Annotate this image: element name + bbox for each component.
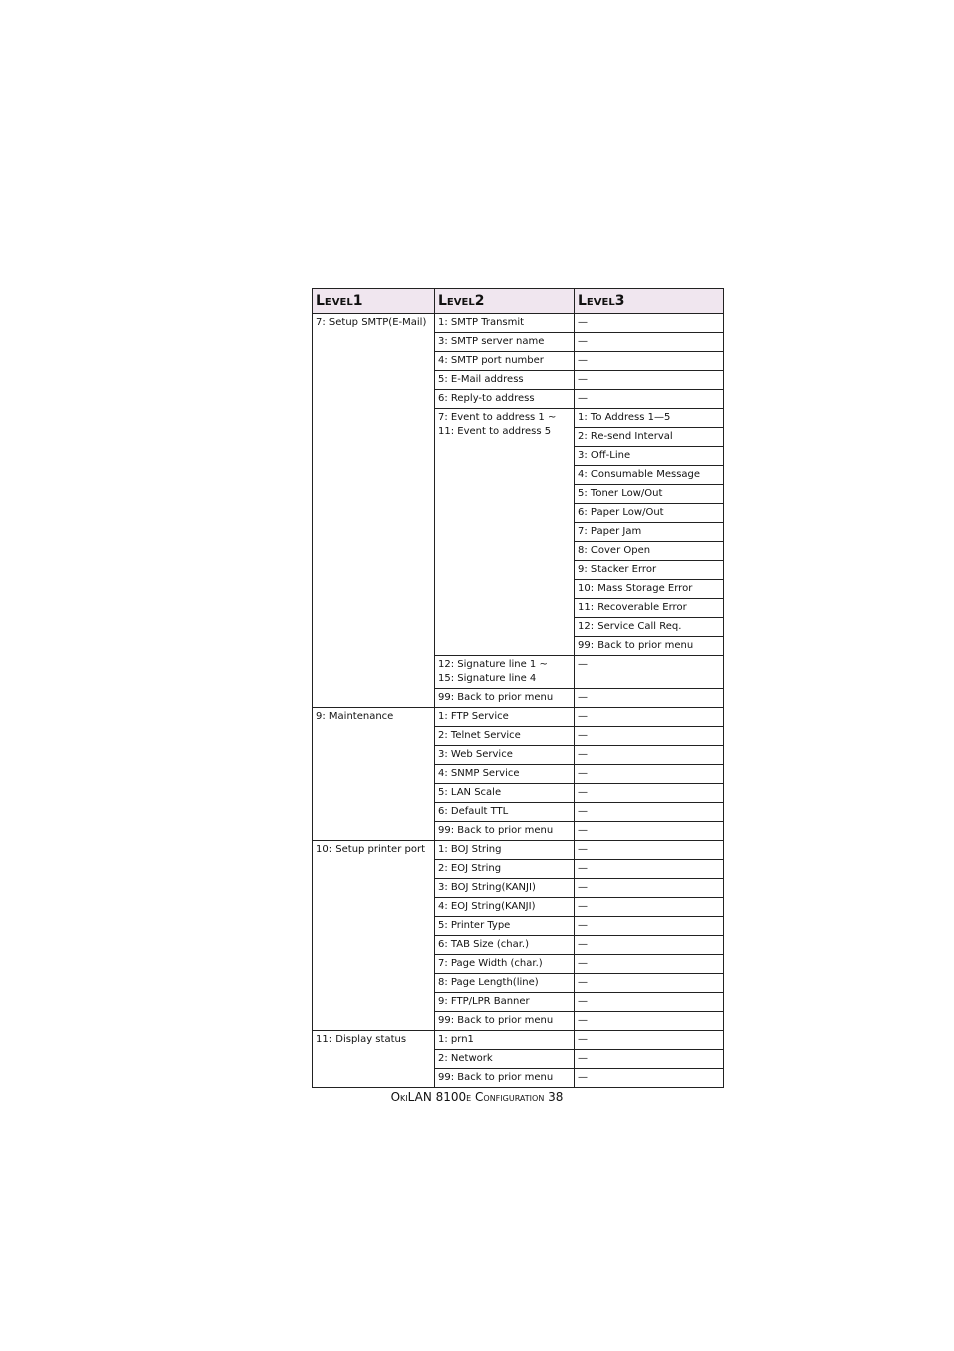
level3-cell: — bbox=[575, 936, 724, 955]
table-header-row bbox=[313, 289, 724, 314]
header-level2: Level2 bbox=[435, 289, 575, 314]
level2-cell bbox=[435, 708, 575, 727]
level2-cell bbox=[435, 746, 575, 765]
level2-cell bbox=[435, 727, 575, 746]
level3-cell: — bbox=[575, 333, 724, 352]
level3-cell: 7: Paper Jam bbox=[575, 523, 724, 542]
level2-label: 7: Page Width (char.) bbox=[438, 958, 543, 969]
level3-cell: 3: Off-Line bbox=[575, 447, 724, 466]
level3-cell: 10: Mass Storage Error bbox=[575, 580, 724, 599]
level3-cell: 9: Stacker Error bbox=[575, 561, 724, 580]
level2-label: 2: EOJ String bbox=[438, 863, 502, 874]
header-level3: Level3 bbox=[575, 289, 724, 314]
level2-label: 99: Back to prior menu bbox=[438, 825, 554, 836]
level3-cell: — bbox=[575, 841, 724, 860]
level3-cell: 6: Paper Low/Out bbox=[575, 504, 724, 523]
level3-cell: — bbox=[575, 917, 724, 936]
table-row bbox=[313, 708, 724, 727]
level1-cell: 9: Maintenance bbox=[313, 708, 435, 841]
level2-cell bbox=[435, 765, 575, 784]
level2-cell bbox=[435, 1012, 575, 1031]
level2-cell bbox=[435, 879, 575, 898]
level2-label: 3: SMTP server name bbox=[438, 336, 545, 347]
level2-cell bbox=[435, 974, 575, 993]
level2-label: 1: FTP Service bbox=[438, 711, 509, 722]
level2-label: 99: Back to prior menu bbox=[438, 1072, 554, 1083]
level3-cell: — bbox=[575, 822, 724, 841]
level2-cell bbox=[435, 689, 575, 708]
level2-cell bbox=[435, 371, 575, 390]
level3-cell: 12: Service Call Req. bbox=[575, 618, 724, 637]
level2-label: 3: BOJ String(KANJI) bbox=[438, 882, 536, 893]
level2-cell bbox=[435, 656, 575, 689]
level3-cell: — bbox=[575, 1050, 724, 1069]
level2-cell bbox=[435, 352, 575, 371]
level2-label: 7: Event to address 1 ~ 11: Event to address 5 bbox=[438, 412, 557, 437]
level2-cell bbox=[435, 1050, 575, 1069]
level3-cell: — bbox=[575, 1031, 724, 1050]
level3-cell: — bbox=[575, 352, 724, 371]
level1-cell: 11: Display status bbox=[313, 1031, 435, 1088]
level3-cell: — bbox=[575, 314, 724, 333]
level2-label: 4: SNMP Service bbox=[438, 768, 520, 779]
level2-label: 2: Telnet Service bbox=[438, 730, 521, 741]
level2-cell bbox=[435, 409, 575, 656]
level2-label: 1: prn1 bbox=[438, 1034, 474, 1045]
level2-cell bbox=[435, 993, 575, 1012]
level2-label: 9: FTP/LPR Banner bbox=[438, 996, 530, 1007]
level3-cell: 4: Consumable Message bbox=[575, 466, 724, 485]
level2-label: 8: Page Length(line) bbox=[438, 977, 539, 988]
level3-cell: 5: Toner Low/Out bbox=[575, 485, 724, 504]
level3-cell: — bbox=[575, 1069, 724, 1088]
level3-cell: — bbox=[575, 879, 724, 898]
level1-cell: 7: Setup SMTP(E-Mail) bbox=[313, 314, 435, 708]
level3-cell: 2: Re-send Interval bbox=[575, 428, 724, 447]
level3-cell: — bbox=[575, 993, 724, 1012]
level3-cell: — bbox=[575, 656, 724, 689]
level2-cell bbox=[435, 1069, 575, 1088]
level3-cell: — bbox=[575, 974, 724, 993]
level2-label: 1: SMTP Transmit bbox=[438, 317, 525, 328]
level3-cell: — bbox=[575, 803, 724, 822]
level2-cell bbox=[435, 936, 575, 955]
page-footer: OkiLAN 8100e Configuration 38 bbox=[390, 1090, 564, 1104]
level3-cell: 99: Back to prior menu bbox=[575, 637, 724, 656]
level2-cell bbox=[435, 333, 575, 352]
level2-label: 6: TAB Size (char.) bbox=[438, 939, 529, 950]
level3-cell: — bbox=[575, 746, 724, 765]
level3-cell: — bbox=[575, 727, 724, 746]
level2-label: 2: Network bbox=[438, 1053, 493, 1064]
level3-cell: — bbox=[575, 784, 724, 803]
level3-cell: — bbox=[575, 860, 724, 879]
level2-cell bbox=[435, 314, 575, 333]
level3-cell: — bbox=[575, 390, 724, 409]
level3-cell: — bbox=[575, 955, 724, 974]
level2-label: 99: Back to prior menu bbox=[438, 692, 554, 703]
level2-cell bbox=[435, 917, 575, 936]
table-body bbox=[313, 314, 724, 1088]
level2-label: 4: SMTP port number bbox=[438, 355, 544, 366]
level3-cell: — bbox=[575, 1012, 724, 1031]
level2-cell bbox=[435, 860, 575, 879]
level2-label: 6: Default TTL bbox=[438, 806, 509, 817]
level2-label: 4: EOJ String(KANJI) bbox=[438, 901, 536, 912]
level2-label: 12: Signature line 1 ~ 15: Signature line 4 bbox=[438, 659, 548, 684]
level3-cell: 8: Cover Open bbox=[575, 542, 724, 561]
table-row bbox=[313, 841, 724, 860]
level2-label: 5: E-Mail address bbox=[438, 374, 524, 385]
level2-cell bbox=[435, 898, 575, 917]
level2-cell bbox=[435, 390, 575, 409]
level3-cell: — bbox=[575, 708, 724, 727]
level2-cell bbox=[435, 841, 575, 860]
level2-label: 5: LAN Scale bbox=[438, 787, 502, 798]
level2-label: 1: BOJ String bbox=[438, 844, 502, 855]
level2-cell bbox=[435, 803, 575, 822]
level2-label: 3: Web Service bbox=[438, 749, 513, 760]
level2-label: 99: Back to prior menu bbox=[438, 1015, 554, 1026]
table-row bbox=[313, 314, 724, 333]
level2-cell bbox=[435, 955, 575, 974]
table-row bbox=[313, 1031, 724, 1050]
level3-cell: — bbox=[575, 898, 724, 917]
menu-structure-table bbox=[312, 288, 724, 1088]
level3-cell: — bbox=[575, 371, 724, 390]
level3-cell: — bbox=[575, 765, 724, 784]
level2-cell bbox=[435, 822, 575, 841]
level3-cell: 1: To Address 1—5 bbox=[575, 409, 724, 428]
level2-label: 6: Reply-to address bbox=[438, 393, 535, 404]
level3-cell: — bbox=[575, 689, 724, 708]
level2-label: 5: Printer Type bbox=[438, 920, 511, 931]
level3-cell: 11: Recoverable Error bbox=[575, 599, 724, 618]
header-level1: Level1 bbox=[313, 289, 435, 314]
level2-cell bbox=[435, 784, 575, 803]
level2-cell bbox=[435, 1031, 575, 1050]
level1-cell: 10: Setup printer port bbox=[313, 841, 435, 1031]
